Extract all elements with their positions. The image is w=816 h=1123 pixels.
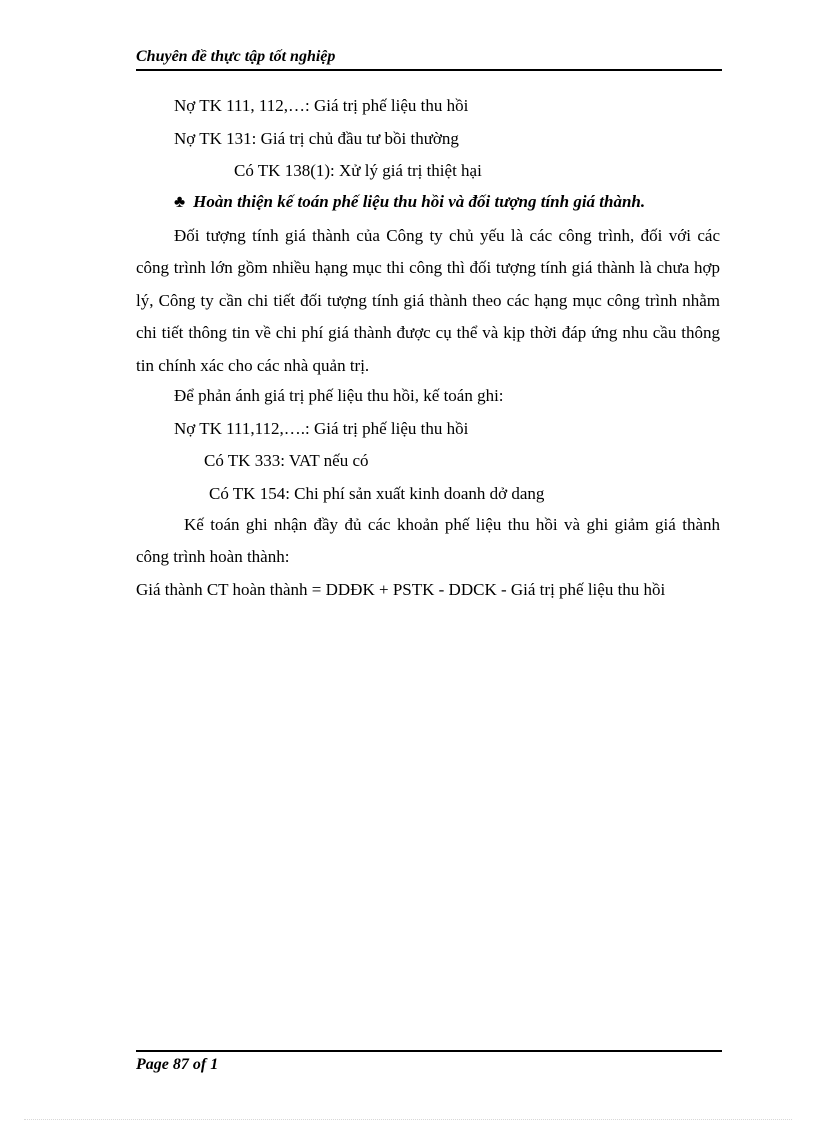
journal-entry-debit-receivable: Nợ TK 131: Giá trị chủ đầu tư bồi thường	[174, 129, 459, 148]
cost-formula: Giá thành CT hoàn thành = DDĐK + PSTK - DDCK - Giá trị phế liệu thu hồi	[136, 580, 666, 599]
journal-entry-debit-scrap: Nợ TK 111,112,….: Giá trị phế liệu thu hồi	[174, 419, 469, 438]
scrap-recording-intro: Để phản ánh giá trị phế liệu thu hồi, kế toán ghi:	[174, 386, 504, 405]
footer-divider	[136, 1050, 722, 1052]
journal-entry-debit-cash: Nợ TK 111, 112,…: Giá trị phế liệu thu hồi	[174, 96, 469, 115]
journal-entry-credit-vat: Có TK 333: VAT nếu có	[204, 451, 369, 470]
page-boundary-line	[24, 1119, 792, 1120]
header-divider	[136, 69, 722, 71]
journal-entry-credit-154: Có TK 154: Chi phí sản xuất kinh doanh dở dang	[209, 484, 545, 503]
page-number: Page 87 of 1	[136, 1056, 219, 1073]
paragraph-cost-reduction: Kế toán ghi nhận đầy đủ các khoản phế liệu thu hồi và ghi giảm giá thành công trình hoàn thành:	[136, 515, 720, 567]
paragraph-costing-object: Đối tượng tính giá thành của Công ty chủ yếu là các công trình, đối với các công trình lớn gồm nhiều hạng mục thi công thì đối tượng tính giá thành là chưa hợp lý, Công ty cần chi tiết đối tượng tính giá thành theo các hạng mục công trình nhằm chi tiết thông tin về chi phí giá thành được cụ thể và kịp thời đáp ứng nhu cầu thông tin chính xác cho các nhà quản trị.	[136, 226, 720, 375]
document-title: Chuyên đề thực tập tốt nghiệp	[136, 48, 336, 65]
journal-entry-credit-1381: Có TK 138(1): Xử lý giá trị thiệt hại	[234, 161, 482, 180]
club-bullet-icon: ♣	[174, 192, 186, 211]
section-heading	[174, 192, 645, 212]
section-heading-text: Hoàn thiện kế toán phế liệu thu hồi và đối tượng tính giá thành.	[193, 192, 646, 211]
